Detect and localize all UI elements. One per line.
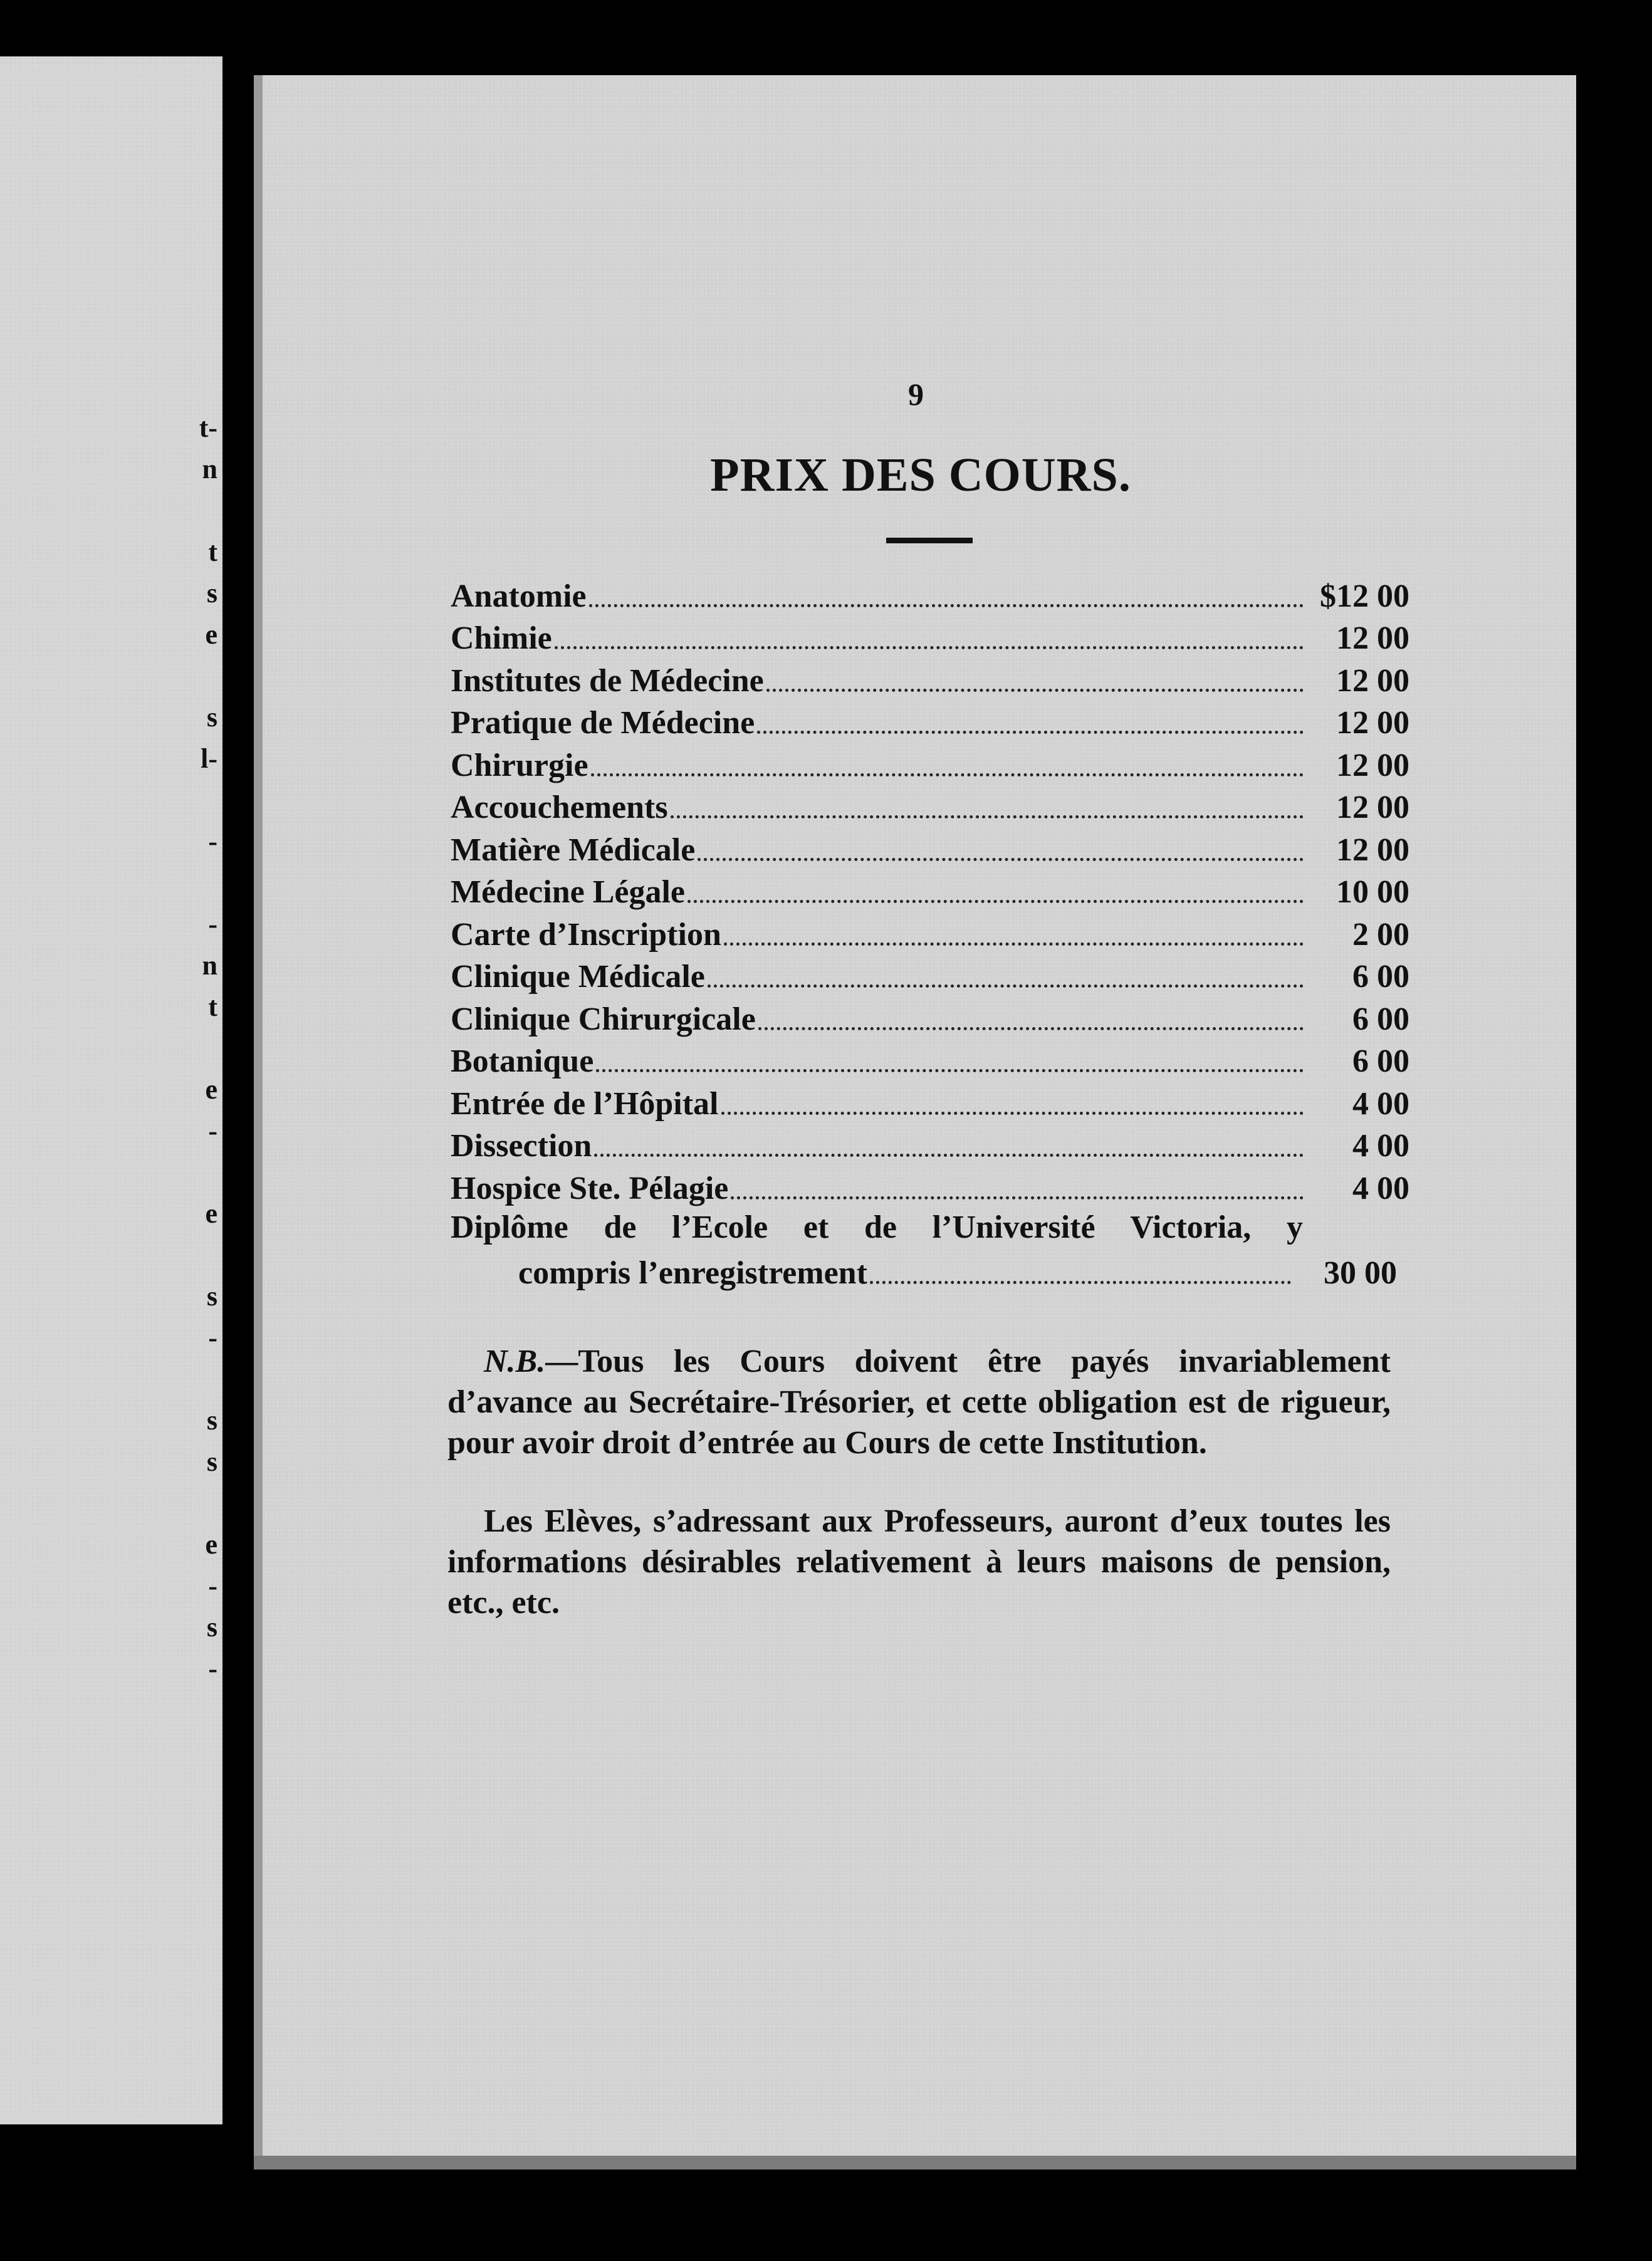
fee-row-hospice <box>451 1166 1409 1208</box>
left-fragment: n <box>202 950 217 981</box>
left-fragment: - <box>208 1322 217 1353</box>
left-fragment: - <box>208 826 217 857</box>
fee-price: 12 00 <box>1336 620 1409 656</box>
dot-leader <box>721 1112 1304 1115</box>
fee-label: Hospice Ste. Pélagie <box>451 1170 729 1206</box>
fee-row-diplome <box>451 1208 1409 1293</box>
dot-leader <box>766 689 1304 692</box>
left-fragment: s <box>206 1405 217 1436</box>
dot-leader <box>671 815 1304 818</box>
fee-label: Matière Médicale <box>451 832 696 868</box>
fee-price: 6 00 <box>1352 1043 1409 1079</box>
fee-price: 10 00 <box>1336 874 1409 910</box>
students-paragraph: Les Elèves, s’adressant aux Professeurs, auront d’eux toutes les informations désirables relativement à leurs maisons de pension, etc., etc. <box>447 1503 1391 1621</box>
fee-price: 12 00 <box>1336 705 1409 741</box>
fee-row-anatomie <box>451 573 1409 616</box>
dot-leader <box>758 1027 1304 1030</box>
fee-label: Institutes de Médecine <box>451 662 764 699</box>
left-fragment <box>167 1152 217 1193</box>
fee-price: 4 00 <box>1352 1170 1409 1206</box>
left-fragment <box>167 1028 217 1069</box>
fee-price: 12 00 <box>1336 790 1409 825</box>
dot-leader <box>591 773 1304 776</box>
dot-leader <box>555 646 1304 649</box>
fee-label: Chirurgie <box>451 747 588 783</box>
nb-text: —Tous les Cours doivent être payés invariablement d’avance au Secrétaire-Trésorier, et cette obligation est de rigueur, pour avoir droit d’entrée au Cours de cette Institution. <box>447 1344 1391 1461</box>
nb-paragraph <box>447 1341 1391 1463</box>
fee-price: 6 00 <box>1352 1001 1409 1037</box>
left-fragment <box>167 862 217 904</box>
fee-label: Botanique <box>451 1043 594 1079</box>
dot-leader <box>757 731 1304 734</box>
left-page-text-fragments <box>167 407 217 1689</box>
left-fragment <box>167 1359 217 1400</box>
fee-row-clinique-chirurgicale <box>451 996 1409 1039</box>
left-fragment: t- <box>199 412 217 443</box>
dot-leader <box>708 984 1304 988</box>
dot-leader <box>687 900 1304 903</box>
dot-leader <box>870 1281 1291 1284</box>
page-title: PRIX DES COURS. <box>710 449 1131 501</box>
left-fragment: s <box>206 1612 217 1642</box>
fee-price: $12 00 <box>1320 578 1409 614</box>
fee-row-chimie <box>451 616 1409 659</box>
left-fragment <box>167 1235 217 1276</box>
left-fragment: s <box>206 1446 217 1477</box>
left-fragment: e <box>205 1198 217 1229</box>
left-page-edge <box>0 56 222 2124</box>
fee-row-carte-inscription <box>451 912 1409 954</box>
fee-price: 12 00 <box>1336 747 1409 783</box>
left-fragment: - <box>208 1115 217 1146</box>
dot-leader <box>731 1196 1304 1199</box>
left-fragment: e <box>205 1074 217 1105</box>
dot-leader <box>724 943 1304 946</box>
fee-row-dissection <box>451 1124 1409 1166</box>
left-fragment <box>167 780 217 821</box>
left-fragment: - <box>208 1570 217 1601</box>
dot-leader <box>589 604 1304 607</box>
fee-row-medecine-legale <box>451 870 1409 912</box>
left-fragment <box>167 655 217 697</box>
fee-label: Clinique Médicale <box>451 959 705 995</box>
fee-label: Entrée de l’Hôpital <box>451 1085 719 1122</box>
fee-row-chirurgie <box>451 743 1409 785</box>
fee-row-accouchements <box>451 785 1409 828</box>
left-fragment: t <box>208 991 217 1022</box>
fee-row-botanique <box>451 1039 1409 1082</box>
fee-price: 2 00 <box>1352 916 1409 953</box>
page-bottom-edge <box>254 2156 1576 2170</box>
fee-price: 6 00 <box>1352 959 1409 995</box>
left-fragment: l- <box>201 743 217 774</box>
notes-section <box>447 1341 1391 1661</box>
fee-label: Accouchements <box>451 790 668 825</box>
left-fragment: s <box>206 702 217 733</box>
left-fragment: - <box>208 1653 217 1684</box>
fee-label: Carte d’Inscription <box>451 916 721 953</box>
fee-label: Clinique Chirurgicale <box>451 1001 756 1037</box>
diploma-line-2 <box>451 1250 1397 1293</box>
fee-row-institutes <box>451 658 1409 701</box>
fee-row-entree-hopital <box>451 1081 1409 1124</box>
nb-prefix: N.B. <box>484 1344 546 1379</box>
left-fragment: e <box>205 619 217 650</box>
left-fragment <box>167 1483 217 1524</box>
left-fragment <box>167 490 217 531</box>
fee-label: Médecine Légale <box>451 874 685 910</box>
fee-price: 12 00 <box>1336 662 1409 699</box>
fee-row-matiere-medicale <box>451 827 1409 870</box>
fee-list <box>451 573 1409 1293</box>
fee-price: 12 00 <box>1336 832 1409 868</box>
left-fragment: s <box>206 578 217 608</box>
left-fragment: t <box>208 536 217 567</box>
fee-price: 30 00 <box>1324 1255 1397 1291</box>
fee-label: Chimie <box>451 620 552 656</box>
diploma-line-1: Diplôme de l’Ecole et de l’Université Victoria, y <box>451 1209 1303 1245</box>
fee-row-pratique <box>451 701 1409 743</box>
fee-price: 4 00 <box>1352 1128 1409 1164</box>
fee-price: 4 00 <box>1352 1085 1409 1122</box>
document-page <box>254 75 1576 2165</box>
dot-leader <box>596 1069 1304 1072</box>
left-fragment: - <box>208 909 217 939</box>
fee-label: Anatomie <box>451 578 587 614</box>
dot-leader <box>698 858 1304 861</box>
left-fragment: n <box>202 454 217 484</box>
title-rule <box>886 538 973 543</box>
left-fragment: s <box>206 1281 217 1312</box>
fee-label: Pratique de Médecine <box>451 705 755 741</box>
fee-label: compris l’enregistrement <box>518 1255 867 1291</box>
page-number: 9 <box>908 377 924 412</box>
dot-leader <box>594 1154 1304 1157</box>
fee-label: Dissection <box>451 1128 592 1164</box>
fee-row-clinique-medicale <box>451 954 1409 997</box>
left-fragment: e <box>205 1529 217 1560</box>
